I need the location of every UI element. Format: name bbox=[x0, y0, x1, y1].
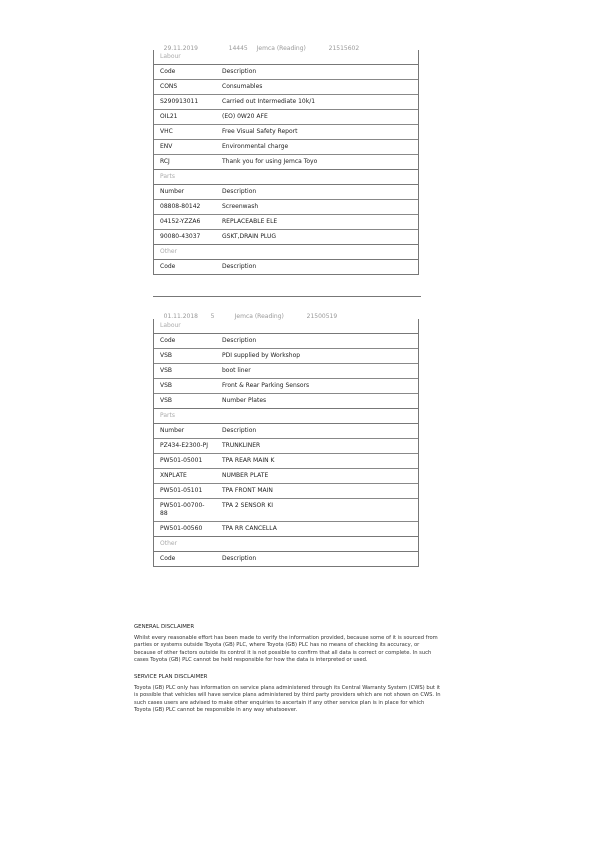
description-cell: TPA RR CANCELLA bbox=[222, 525, 277, 532]
record-table bbox=[153, 319, 419, 567]
part-number-cell: 08808-80142 bbox=[160, 203, 201, 210]
table-row bbox=[154, 230, 418, 245]
description-cell: PDI supplied by Workshop bbox=[222, 352, 301, 359]
col-header: Description bbox=[222, 188, 257, 195]
col-header: Description bbox=[222, 68, 257, 75]
table-row bbox=[154, 484, 418, 499]
col-header: Code bbox=[160, 68, 176, 75]
code-cell: VHC bbox=[160, 128, 173, 135]
description-cell: Carried out Intermediate 10k/1 bbox=[222, 98, 316, 105]
table-row bbox=[154, 215, 418, 230]
col-header: Number bbox=[160, 188, 185, 195]
code-cell: VSB bbox=[160, 382, 173, 389]
part-number-cell: PW501-00560 bbox=[160, 525, 203, 532]
description-cell: TRUNKLINER bbox=[222, 442, 261, 449]
table-row bbox=[154, 155, 418, 170]
description-cell: (EO) 0W20 AFE bbox=[222, 113, 268, 120]
code-cell: S290913011 bbox=[160, 98, 199, 105]
table-row bbox=[154, 110, 418, 125]
other-header-row bbox=[154, 260, 418, 274]
description-cell: GSKT,DRAIN PLUG bbox=[222, 233, 277, 240]
labour-header-row bbox=[154, 65, 418, 80]
part-number-cell: 90080-43037 bbox=[160, 233, 201, 240]
col-header: Code bbox=[160, 555, 176, 562]
col-header: Description bbox=[222, 555, 257, 562]
table-row bbox=[154, 200, 418, 215]
part-number-cell: XNPLATE bbox=[160, 472, 187, 479]
parts-section-title: Parts bbox=[154, 409, 418, 424]
description-cell: TPA FRONT MAIN bbox=[222, 487, 273, 494]
col-header: Description bbox=[222, 263, 257, 270]
record-ref: 21500519 bbox=[306, 313, 338, 320]
service-record bbox=[153, 34, 419, 275]
description-cell: NUMBER PLATE bbox=[222, 472, 269, 479]
table-row bbox=[154, 439, 418, 454]
record-dealer: Jemca (Reading) bbox=[234, 313, 284, 320]
description-cell: Free Visual Safety Report bbox=[222, 128, 298, 135]
record-date: 29.11.2019 bbox=[163, 45, 198, 52]
record-date: 01.11.2018 bbox=[163, 313, 198, 320]
description-cell: Consumables bbox=[222, 83, 263, 90]
description-cell: Screenwash bbox=[222, 203, 259, 210]
general-disclaimer-text: Whilst every reasonable effort has been made to verify the information provided, because some of it is sourced from parties or systems outside Toyota (GB) PLC, where Toyota (GB) PLC has no means of checking its accuracy, or because of other factors outside its control it is not possible to confirm that all data is correct or complete. In such cases Toyota (GB) PLC cannot be held responsible for how the data is interpreted or used. bbox=[134, 634, 438, 664]
parts-section-title: Parts bbox=[154, 170, 418, 185]
table-row bbox=[154, 469, 418, 484]
record-mileage: 14445 bbox=[228, 45, 248, 52]
parts-header-row bbox=[154, 185, 418, 200]
divider bbox=[153, 296, 421, 297]
part-number-cell: PZ434-E2300-PJ bbox=[160, 442, 208, 449]
other-section-title: Other bbox=[154, 537, 418, 552]
description-cell: Front & Rear Parking Sensors bbox=[222, 382, 310, 389]
record-ref: 21515602 bbox=[328, 45, 360, 52]
col-header: Description bbox=[222, 337, 257, 344]
table-row bbox=[154, 125, 418, 140]
col-header: Code bbox=[160, 337, 176, 344]
table-row bbox=[154, 95, 418, 110]
other-section-title: Other bbox=[154, 245, 418, 260]
record-header bbox=[153, 296, 419, 320]
table-row bbox=[154, 394, 418, 409]
disclaimers bbox=[134, 624, 442, 724]
table-row bbox=[154, 140, 418, 155]
general-disclaimer-title: GENERAL DISCLAIMER bbox=[134, 624, 195, 630]
labour-section-title: Labour bbox=[154, 50, 418, 65]
table-row bbox=[154, 454, 418, 469]
description-cell: TPA REAR MAIN K bbox=[222, 457, 275, 464]
description-cell: REPLACEABLE ELE bbox=[222, 218, 278, 225]
code-cell: VSB bbox=[160, 367, 173, 374]
service-plan-disclaimer-text: Toyota (GB) PLC only has information on service plans administered through its Central Warranty System (CWS) but it is possible that vehicles will have service plans administered by third party providers which are not shown on CWS. In such cases users are advised to make other enquiries to ascertain if any other service plan is in place for which Toyota (GB) PLC cannot be responsible in any way whatsoever. bbox=[134, 684, 441, 714]
part-number-cell: 04152-YZZA6 bbox=[160, 218, 201, 225]
code-cell: ENV bbox=[160, 143, 173, 150]
other-header-row bbox=[154, 552, 418, 566]
table-row bbox=[154, 379, 418, 394]
table-row bbox=[154, 522, 418, 537]
part-number-cell: PW501-05101 bbox=[160, 487, 203, 494]
description-cell: Number Plates bbox=[222, 397, 267, 404]
description-cell: boot liner bbox=[222, 367, 251, 374]
service-record bbox=[153, 296, 419, 567]
parts-header-row bbox=[154, 424, 418, 439]
part-number-cell: PW501-05001 bbox=[160, 457, 203, 464]
service-plan-disclaimer-title: SERVICE PLAN DISCLAIMER bbox=[134, 673, 208, 680]
code-cell: CONS bbox=[160, 83, 178, 90]
col-header: Description bbox=[222, 427, 257, 434]
description-cell: Environmental charge bbox=[222, 143, 289, 150]
col-header: Code bbox=[160, 263, 176, 270]
code-cell: RCJ bbox=[160, 158, 170, 165]
description-cell: Thank you for using Jemca Toyo bbox=[222, 158, 318, 165]
record-dealer: Jemca (Reading) bbox=[256, 45, 306, 52]
code-cell: VSB bbox=[160, 397, 173, 404]
labour-section-title: Labour bbox=[154, 319, 418, 334]
description-cell: TPA 2 SENSOR KI bbox=[222, 502, 274, 509]
record-table bbox=[153, 50, 419, 275]
table-row bbox=[154, 80, 418, 95]
col-header: Number bbox=[160, 427, 185, 434]
table-row bbox=[154, 499, 418, 522]
code-cell: OIL21 bbox=[160, 113, 178, 120]
table-row bbox=[154, 364, 418, 379]
labour-header-row bbox=[154, 334, 418, 349]
table-row bbox=[154, 349, 418, 364]
code-cell: VSB bbox=[160, 352, 173, 359]
record-header bbox=[153, 34, 419, 52]
record-mileage: 5 bbox=[210, 313, 215, 320]
part-number-cell: PW501-00700- 88 bbox=[160, 502, 205, 517]
